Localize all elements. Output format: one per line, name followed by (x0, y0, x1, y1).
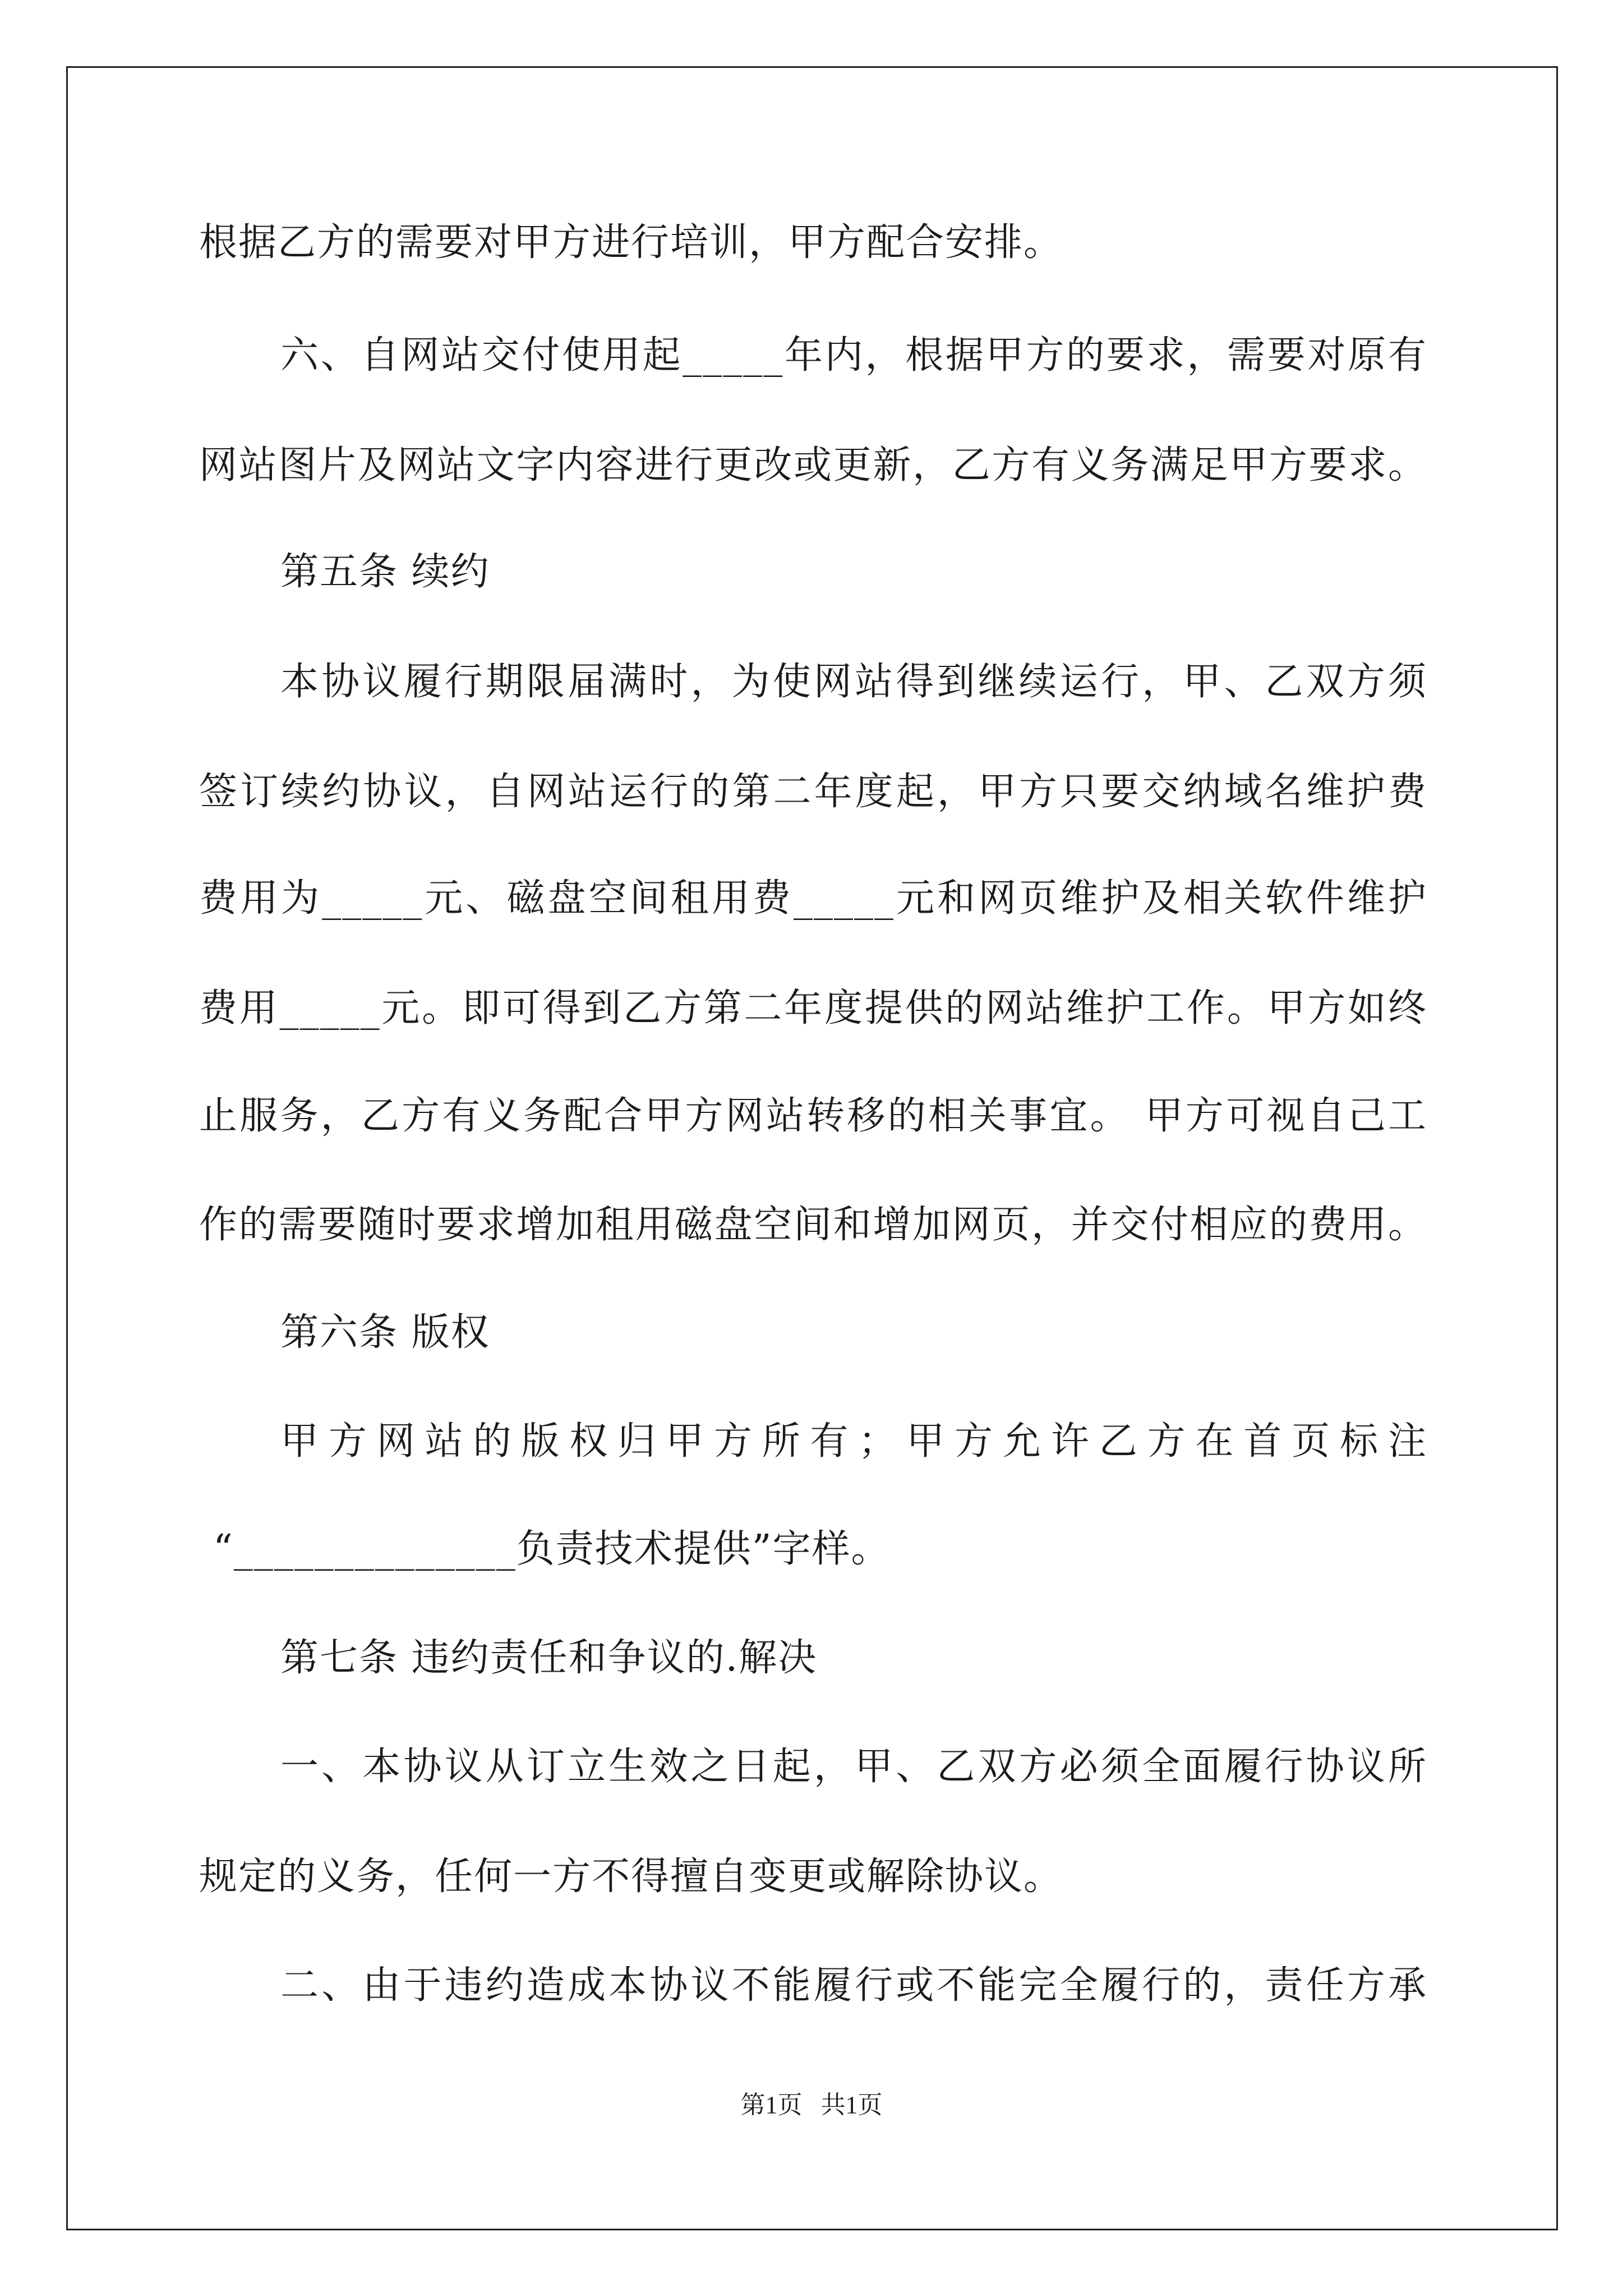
text-line-15: 一、本协议从订立生效之日起，甲、乙双方必须全面履行协议所 (280, 1745, 1427, 1789)
text-line-3: 网站图片及网站文字内容进行更改或更新，乙方有义务满足甲方要求。 (199, 443, 1427, 487)
text-line-16: 规定的义务，任何一方不得擅自变更或解除协议。 (199, 1855, 1063, 1899)
text-line-17: 二、由于违约造成本协议不能履行或不能完全履行的，责任方承 (280, 1963, 1427, 2008)
text-line-13: “______________负责技术提供”字样。 (213, 1527, 891, 1571)
section-heading-5: 第五条 续约 (280, 550, 490, 594)
text-line-7: 费用为_____元、磁盘空间租用费_____元和网页维护及相关软件维护 (199, 876, 1427, 921)
page-border (66, 66, 1558, 2230)
section-heading-7: 第七条 违约责任和争议的.解决 (280, 1636, 818, 1680)
text-line-12: 甲方网站的版权归甲方所有；甲方允许乙方在首页标注 (280, 1419, 1427, 1464)
page-number-footer: 第1页 共1页 (740, 2091, 883, 2119)
text-line-6: 签订续约协议，自网站运行的第二年度起，甲方只要交纳域名维护费 (199, 770, 1427, 814)
section-heading-6: 第六条 版权 (280, 1310, 490, 1355)
text-line-5: 本协议履行期限届满时，为使网站得到继续运行，甲、乙双方须 (280, 660, 1427, 704)
text-line-2: 六、自网站交付使用起_____年内，根据甲方的要求，需要对原有 (280, 333, 1427, 378)
text-line-9: 止服务，乙方有义务配合甲方网站转移的相关事宜。 甲方可视自己工 (199, 1094, 1427, 1138)
text-line-1: 根据乙方的需要对甲方进行培训，甲方配合安排。 (199, 220, 1063, 265)
text-line-10: 作的需要随时要求增加租用磁盘空间和增加网页，并交付相应的费用。 (199, 1203, 1427, 1247)
text-line-8: 费用_____元。即可得到乙方第二年度提供的网站维护工作。甲方如终 (199, 986, 1427, 1030)
